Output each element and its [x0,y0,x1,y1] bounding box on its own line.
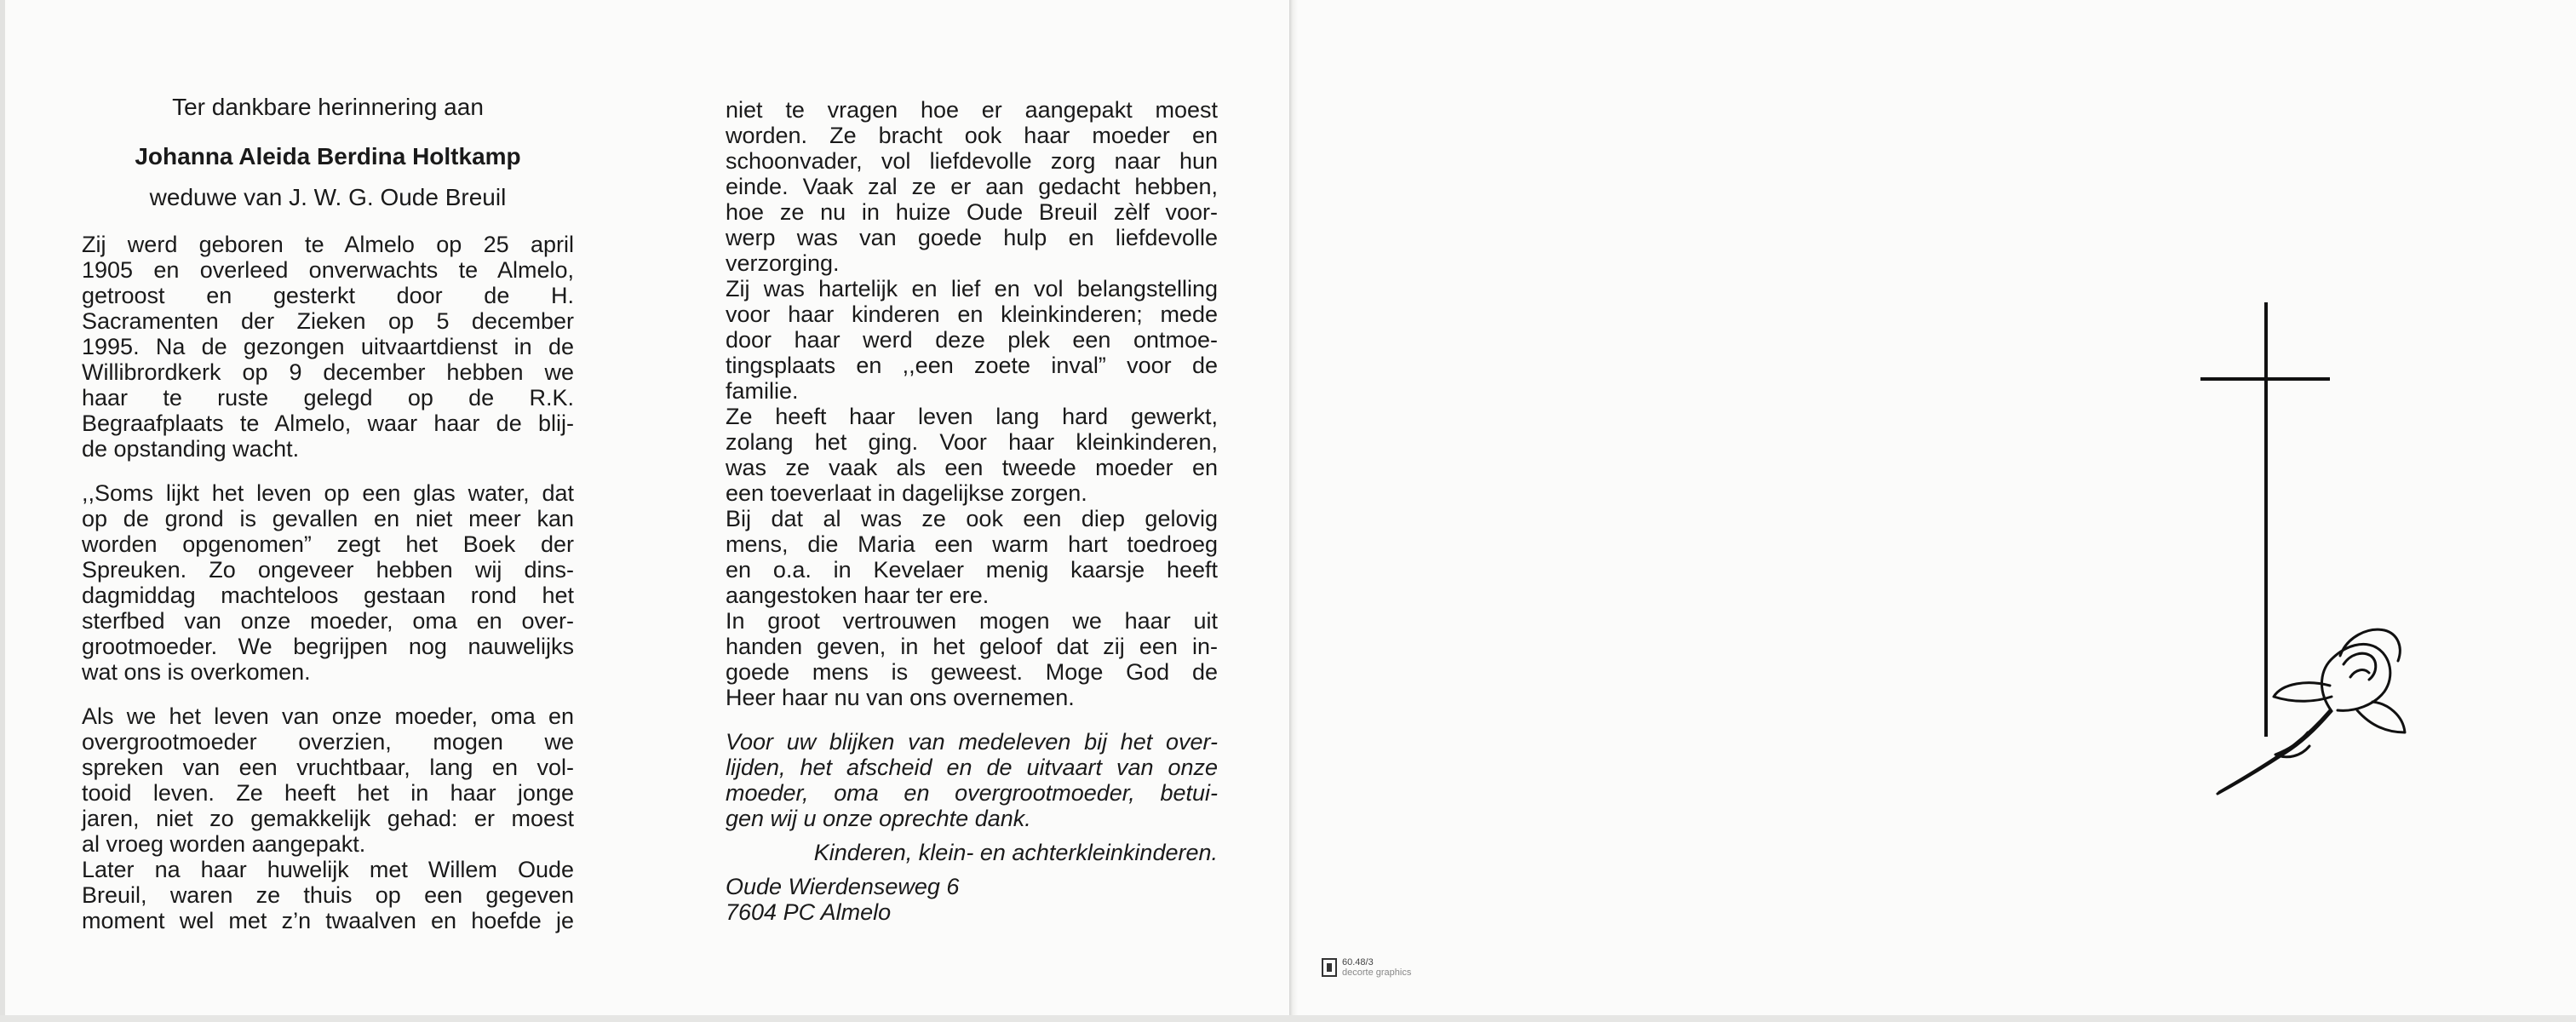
text-line: goede mens is geweest. Moge God de [726,659,1218,685]
life-paragraph [82,703,574,933]
text-line: Als we het leven van onze moeder, oma en [82,703,574,729]
address-block [726,874,1218,925]
text-line: einde. Vaak zal ze er aan gedacht hebben, [726,174,1218,199]
text-line: was ze vaak als een tweede moeder en [726,455,1218,480]
left-column [82,94,574,933]
text-line: mens, die Maria een warm hart toedroeg [726,531,1218,557]
quote-paragraph [82,480,574,685]
printer-text [1342,957,1411,978]
text-line: Willibrordkerk op 9 december hebben we [82,359,574,385]
text-line: jaren, niet zo gemakkelijk gehad: er moest [82,806,574,831]
text-line: Sacramenten der Zieken op 5 december [82,308,574,334]
text-line: Zij was hartelijk en lief en vol belangstelling [726,276,1218,301]
card-fold [1289,0,1298,1022]
text-line: moment wel met z’n twaalven en hoefde je [82,908,574,933]
printer-name: decorte graphics [1342,967,1412,978]
text-line: handen geven, in het geloof dat zij een in- [726,634,1218,659]
card-left-edge [0,0,5,1022]
text-line: wat ons is overkomen. [82,659,311,685]
printer-mark [1322,957,1411,978]
text-line: Begraafplaats te Almelo, waar haar de blij- [82,411,574,436]
text-line: Breuil, waren ze thuis op een gegeven [82,882,574,908]
text-line: worden. Ze bracht ook haar moeder en [726,123,1218,148]
text-line: Heer haar nu van ons overnemen. [726,685,1075,710]
text-line: werp was van goede hulp en liefdevolle [726,225,1218,250]
text-line: Zij werd geboren te Almelo op 25 april [82,232,574,257]
text-line: ,,Soms lijkt het leven op een glas water, dat [82,480,574,506]
text-line: haar te ruste gelegd op de R.K. [82,385,574,411]
text-line: overgrootmoeder overzien, mogen we [82,729,574,755]
text-line: schoonvader, vol liefdevolle zorg naar hun [726,148,1218,174]
text-line: getroost en gesterkt door de H. [82,283,574,308]
address-city: 7604 PC Almelo [726,899,892,925]
text-line: 1995. Na de gezongen uitvaartdienst in de [82,334,574,359]
cross-with-rose-icon [2180,290,2435,818]
cross-icon [2200,302,2330,737]
continued-paragraph [726,97,1218,710]
text-line: Voor uw blijken van medeleven bij het over- [726,729,1218,755]
text-line: hoe ze nu in huize Oude Breuil zèlf voor- [726,199,1218,225]
printer-logo-icon [1322,958,1337,977]
text-line: moeder, oma en overgrootmoeder, betui- [726,780,1218,806]
text-line: Later na haar huwelijk met Willem Oude [82,857,574,882]
text-line: lijden, het afscheid en de uitvaart van onze [726,755,1218,780]
biography-paragraph [82,232,574,462]
text-line: spreken van een vruchtbaar, lang en vol- [82,755,574,780]
family-signature: Kinderen, klein- en achterkleinkinderen. [813,840,1218,865]
deceased-name: Johanna Aleida Berdina Holtkamp [135,143,521,169]
text-line: In groot vertrouwen mogen we haar uit [726,608,1218,634]
text-line: al vroeg worden aangepakt. [82,831,366,857]
remembrance-heading: Ter dankbare herinnering aan [172,94,484,120]
widow-of-line: weduwe van J. W. G. Oude Breuil [149,184,507,210]
text-line: op de grond is gevallen en niet meer kan [82,506,574,531]
text-line: de opstanding wacht. [82,436,300,462]
address-street: Oude Wierdenseweg 6 [726,874,960,899]
text-line: een toeverlaat in dagelijkse zorgen. [726,480,1087,506]
text-line: 1905 en overleed onverwachts te Almelo, [82,257,574,283]
text-line: Spreuken. Zo ongeveer hebben wij dins- [82,557,574,583]
card-bottom-edge [0,1015,2576,1022]
right-column [726,97,1218,925]
text-line: gen wij u onze oprechte dank. [726,806,1031,831]
text-line: zolang het ging. Voor haar kleinkinderen, [726,429,1218,455]
text-line: Bij dat al was ze ook een diep gelovig [726,506,1218,531]
text-line: Ze heeft haar leven lang hard gewerkt, [726,404,1218,429]
printer-code: 60.48/3 [1342,957,1374,967]
text-line: door haar werd deze plek een ontmoe- [726,327,1218,353]
text-line: tooid leven. Ze heeft het in haar jonge [82,780,574,806]
text-line: familie. [726,378,799,404]
text-line: worden opgenomen” zegt het Boek der [82,531,574,557]
text-line: dagmiddag machteloos gestaan rond het [82,583,574,608]
thanks-paragraph [726,729,1218,831]
text-line: voor haar kinderen en kleinkinderen; mede [726,301,1218,327]
rose-icon [2217,629,2405,794]
text-line: sterfbed van onze moeder, oma en over- [82,608,574,634]
text-line: aangestoken haar ter ere. [726,583,990,608]
text-line: tingsplaats en ,,een zoete inval” voor de [726,353,1218,378]
text-line: niet te vragen hoe er aangepakt moest [726,97,1218,123]
text-line: verzorging. [726,250,840,276]
text-line: grootmoeder. We begrijpen nog nauwelijks [82,634,574,659]
text-line: en o.a. in Kevelaer menig kaarsje heeft [726,557,1218,583]
